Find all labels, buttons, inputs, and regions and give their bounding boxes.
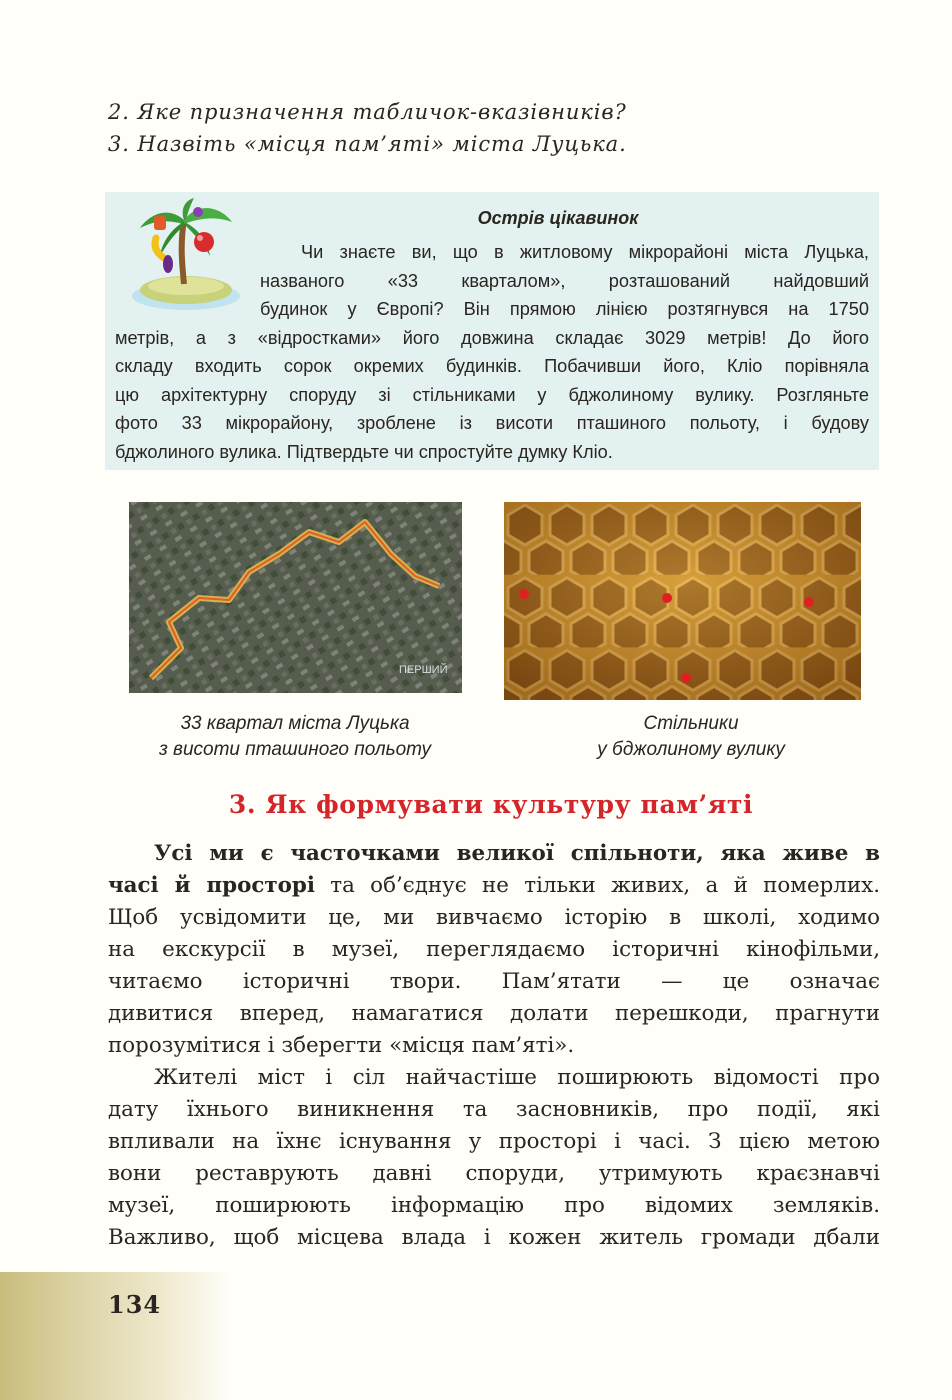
paragraph-line: музеї, поширюють інформацію про відомих земляків.: [108, 1193, 880, 1218]
caption-line: 33 квартал міста Луцька: [180, 713, 410, 734]
fun-facts-title: Острів цікавинок: [477, 208, 639, 228]
honeycomb-photo: [504, 502, 861, 700]
paragraph-line: впливали на їхнє існування у просторі і часі. З цією метою: [108, 1129, 880, 1154]
fun-facts-line: цю архітектурну споруду зі стільниками у бджолиному вулику. Розгляньте: [115, 384, 869, 405]
paragraph-line: Жителі міст і сіл найчастіше поширюють відомості про: [154, 1065, 880, 1090]
photo-caption-city: [120, 711, 470, 763]
question-2: 2. Яке призначення табличок-вказівників?: [108, 100, 627, 124]
fun-facts-line: складу входить сорок окремих будинків. Побачивши його, Кліо порівняла: [115, 356, 869, 376]
page-number: 134: [108, 1290, 162, 1319]
section-heading: 3. Як формувати культуру пам’яті: [228, 790, 754, 819]
paragraph-line: Усі ми є часточками великої спільноти, яка живе в: [154, 841, 880, 866]
bold-phrase: часі й просторі: [108, 873, 315, 898]
paragraph-line: порозумітися і зберегти «місця пам’яті».: [108, 1033, 575, 1058]
question-3: 3. Назвіть «місця пам’яті» міста Луцька.: [108, 132, 627, 156]
paragraph-line: дату їхнього виникнення та засновників, про події, які: [108, 1097, 880, 1122]
paragraph-2: [108, 1062, 880, 1254]
fun-facts-box: [105, 192, 879, 470]
caption-line: у бджолиному вулику: [597, 739, 785, 760]
fun-facts-line: фото 33 мікрорайону, зроблене із висоти пташиного польоту, і будову: [115, 413, 869, 433]
paragraph-line: дивитися вперед, намагатися долати перешкоди, прагнути: [108, 1001, 880, 1026]
paragraph-line: вони реставрують давні споруди, утримують краєзнавчі: [108, 1161, 880, 1186]
paragraph-1: [108, 838, 880, 1062]
paragraph-line: Щоб усвідомити це, ми вивчаємо історію в школі, ходимо: [108, 905, 880, 930]
fun-facts-line: бджолиного вулика. Підтвердьте чи спростуйте думку Кліо.: [115, 441, 613, 462]
paragraph-line: [108, 870, 880, 902]
photo-caption-comb: [508, 711, 874, 763]
aerial-photo-33-kvartal: [129, 502, 462, 693]
line-rest: та об’єднує не тільки живих, а й померлих.: [314, 873, 880, 898]
fun-facts-line: метрів, а з «відростками» його довжина складає 3029 метрів! До його: [115, 327, 869, 348]
fun-facts-text: [105, 238, 869, 466]
photo-watermark: ПЕРШИЙ: [399, 664, 448, 676]
caption-line: Стільники: [643, 713, 739, 734]
paragraph-line: Важливо, щоб місцева влада і кожен житель громади дбали: [108, 1225, 880, 1250]
paragraph-line: читаємо історичні твори. Пам’ятати — це означає: [108, 969, 880, 994]
fun-facts-line: названого «33 кварталом», розташований найдовший: [260, 270, 869, 291]
caption-line: з висоти пташиного польоту: [158, 739, 432, 760]
fun-facts-line: Чи знаєте ви, що в житловому мікрорайоні міста Луцька,: [301, 242, 869, 262]
fun-facts-line: будинок у Європі? Він прямою лінією розтягнувся на 1750: [260, 299, 869, 319]
paragraph-line: на екскурсії в музеї, переглядаємо історичні кінофільми,: [108, 937, 880, 962]
